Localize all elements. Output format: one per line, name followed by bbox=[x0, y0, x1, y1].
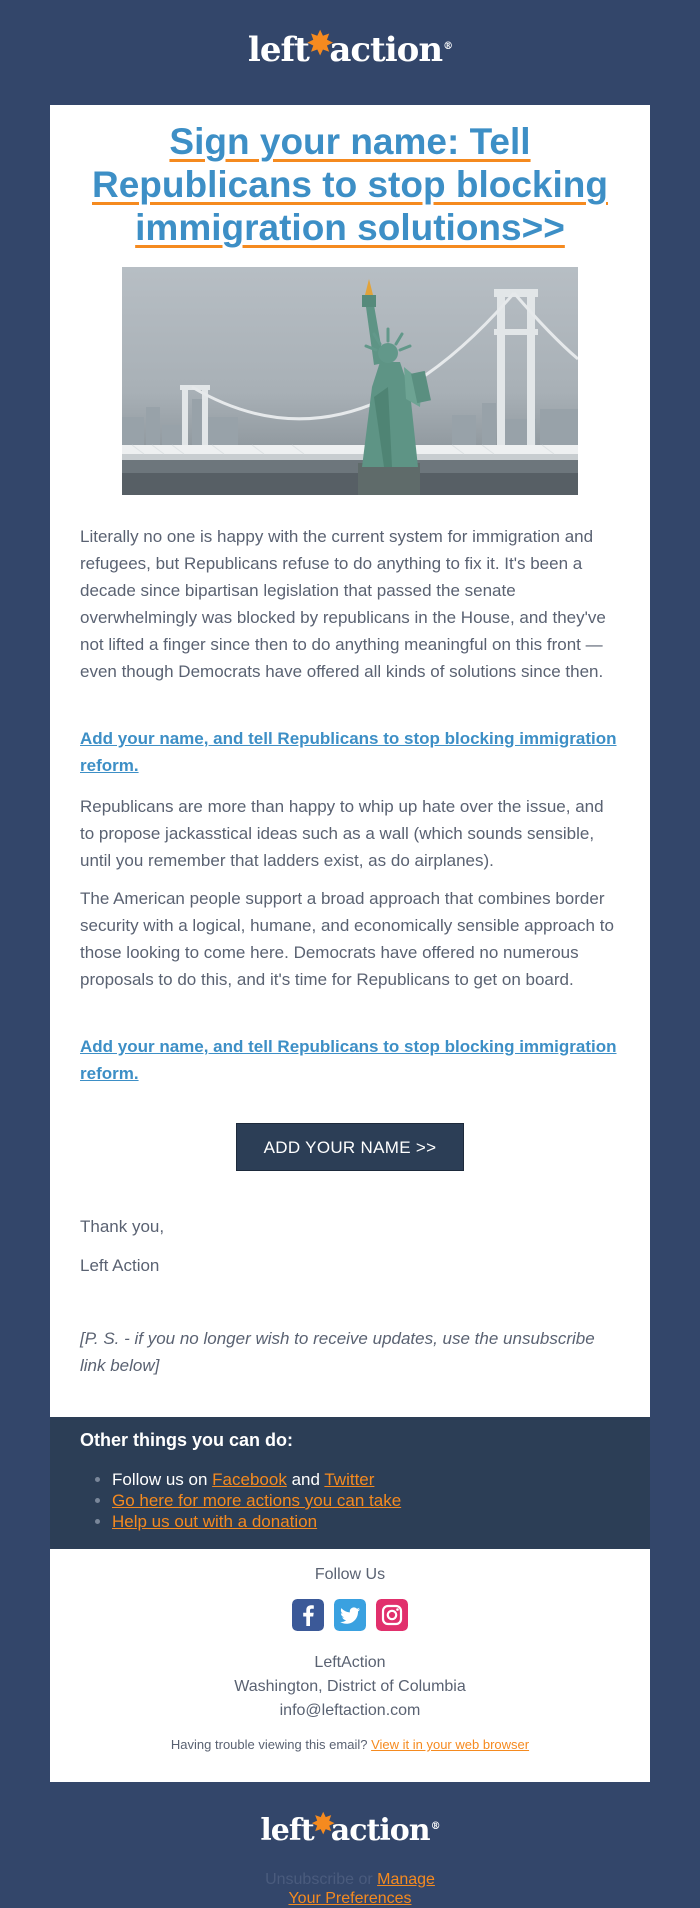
add-your-name-button[interactable]: ADD YOUR NAME >> bbox=[236, 1123, 464, 1171]
headline-link[interactable]: Sign your name: Tell Republicans to stop blocking immigration solutions>> bbox=[92, 121, 608, 248]
list-item-more-actions bbox=[112, 1490, 401, 1511]
body-paragraph-1: Literally no one is happy with the current system for immigration and refugees, but Republicans refuse to do anything to fix it. It's been a decade since bipartisan legislation that passed the senate overwhelmingly was blocked by republicans in the House, and they've not lifted a finger since then to do anything meaningful on this front — even though Democrats have offered all kinds of solutions since then. bbox=[80, 527, 606, 681]
logo-trademark: ® bbox=[443, 40, 453, 52]
instagram-icon[interactable] bbox=[376, 1599, 408, 1631]
more-actions-link[interactable]: Go here for more actions you can take bbox=[112, 1491, 402, 1510]
logo-text-left: left bbox=[247, 30, 309, 70]
thank-you-text: Thank you, bbox=[80, 1217, 165, 1236]
organization-info bbox=[50, 1651, 650, 1723]
unsubscribe-text[interactable]: Unsubscribe or bbox=[265, 1871, 378, 1888]
logo-text-left: left bbox=[260, 1813, 314, 1848]
footer-card bbox=[50, 1549, 650, 1782]
follow-prefix: Follow us on bbox=[112, 1470, 213, 1489]
logo-trademark: ® bbox=[430, 1821, 440, 1832]
view-in-browser-link[interactable]: View it in your web browser bbox=[371, 1737, 530, 1752]
facebook-icon[interactable] bbox=[292, 1599, 324, 1631]
and-text: and bbox=[286, 1470, 325, 1489]
logo-text-right: action bbox=[330, 1813, 430, 1848]
twitter-icon[interactable] bbox=[334, 1599, 366, 1631]
trouble-text: Having trouble viewing this email? bbox=[170, 1737, 372, 1752]
body-paragraph-2: Republicans are more than happy to whip up hate over the issue, and to propose jackasstical ideas such as a wall (which sounds sensible, until you remember that ladders exist, as do airplanes). bbox=[80, 797, 604, 870]
main-card bbox=[50, 105, 650, 1417]
leftaction-logo-bottom[interactable] bbox=[0, 1807, 700, 1848]
other-actions-title: Other things you can do: bbox=[80, 1430, 294, 1450]
twitter-link[interactable]: Twitter bbox=[324, 1470, 375, 1489]
cta-link-2-wrapper bbox=[80, 1033, 620, 1087]
body-paragraph-3: The American people support a broad approach that combines border security with a logical, humane, and economically sensible approach to those looking to come here. Democrats have offered no numerous proposals to do this, and it's time for Republicans to get on board. bbox=[80, 889, 614, 989]
other-actions-panel bbox=[50, 1417, 650, 1549]
org-email[interactable]: info@leftaction.com bbox=[279, 1702, 421, 1719]
add-your-name-link-2[interactable]: Add your name, and tell Republicans to stop blocking immigration reform. bbox=[80, 1037, 617, 1083]
headline bbox=[90, 120, 610, 249]
postscript-text: [P. S. - if you no longer wish to receive updates, use the unsubscribe link below] bbox=[80, 1329, 595, 1375]
trouble-viewing bbox=[50, 1737, 650, 1752]
org-location: Washington, District of Columbia bbox=[234, 1678, 466, 1695]
statue-of-liberty-image[interactable] bbox=[122, 267, 578, 495]
other-actions-list bbox=[82, 1469, 401, 1532]
donation-link[interactable]: Help us out with a donation bbox=[112, 1512, 318, 1531]
social-icons bbox=[50, 1599, 650, 1631]
logo-star-icon: ✸ bbox=[310, 1807, 335, 1842]
facebook-link[interactable]: Facebook bbox=[212, 1470, 287, 1489]
list-item-donate bbox=[112, 1511, 401, 1532]
unsubscribe-area bbox=[250, 1870, 450, 1908]
manage-preferences-link[interactable]: Manage Your Preferences bbox=[288, 1871, 435, 1907]
list-item-follow bbox=[112, 1469, 401, 1490]
leftaction-logo-top[interactable] bbox=[0, 24, 700, 70]
logo-text-right: action bbox=[329, 30, 443, 70]
org-name: LeftAction bbox=[314, 1654, 386, 1671]
follow-us-title: Follow Us bbox=[314, 1566, 386, 1583]
cta-link-1-wrapper bbox=[80, 725, 620, 779]
add-your-name-link-1[interactable]: Add your name, and tell Republicans to stop blocking immigration reform. bbox=[80, 729, 617, 775]
signoff-text: Left Action bbox=[80, 1256, 160, 1275]
logo-star-icon: ✸ bbox=[305, 24, 334, 64]
